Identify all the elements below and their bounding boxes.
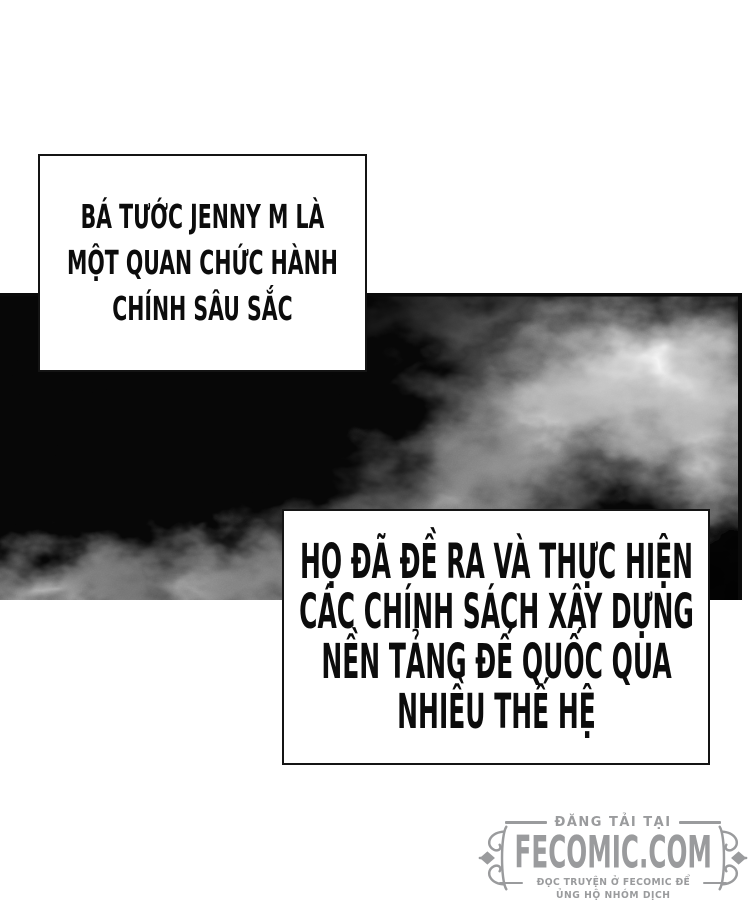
watermark-tagline-bottom: ĐỌC TRUYỆN Ở FECOMIC ĐỂ (536, 877, 690, 888)
watermark-text-block (511, 815, 715, 901)
speech-line: CÁC CHÍNH SÁCH XÂY DỰNG (298, 584, 694, 640)
speech-line: NỀN TẢNG ĐẾ QUỐC QUA (320, 634, 672, 690)
speech-line: BÁ TƯỚC JENNY M LÀ (80, 197, 325, 236)
speech-box (38, 154, 367, 372)
speech-text (67, 194, 338, 332)
speech-line: HỌ ĐÃ ĐỀ RA VÀ THỰC HIỆN (299, 534, 693, 590)
rule-left-small (499, 882, 523, 884)
speech-line: CHÍNH SÂU SẮC (112, 289, 293, 328)
watermark-bottom-row (499, 877, 728, 888)
site-watermark (477, 815, 749, 901)
speech-line: MỘT QUAN CHỨC HÀNH (67, 243, 338, 282)
speech-line: NHIỀU THẾ HỆ (396, 684, 596, 740)
flourish-right-icon (715, 821, 749, 895)
speech-box (282, 509, 710, 765)
watermark-site-name: FECOMIC.COM (514, 826, 712, 879)
rule-left (505, 821, 547, 824)
watermark-tagline-bottom2: ỦNG HỘ NHÓM DỊCH (555, 890, 671, 901)
watermark-tagline-top: ĐĂNG TẢI TẠI (554, 815, 672, 830)
speech-text (298, 534, 694, 740)
